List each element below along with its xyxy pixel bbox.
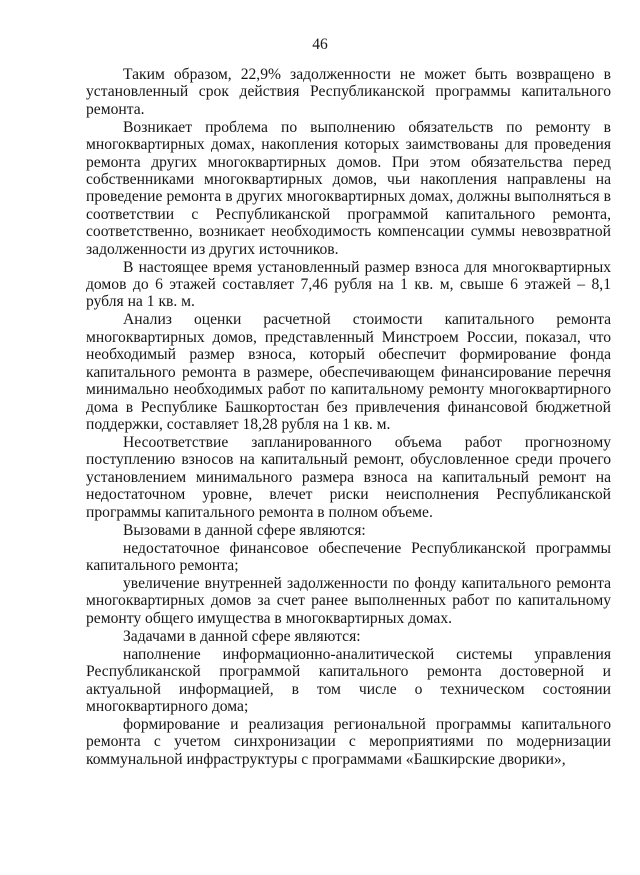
paragraph-cost-analysis: Анализ оценки расчетной стоимости капитального ремонта многоквартирных домов, представленный Минстроем России, показал, что необходимый размер взноса, который обеспечит формирование фонда капитального ремонта в размере, обеспечивающем финансирование перечня минимально необходимых работ по капитальному ремонту многоквартирного дома в Республике Башкортостан без привлечения финансовой бюджетной поддержки, составляет 18,28 рубля на 1 кв. м.	[86, 311, 611, 433]
page-number: 46	[312, 36, 328, 53]
paragraph-repair-obligations: Возникает проблема по выполнению обязательств по ремонту в многоквартирных домах, накопления которых заимствованы для проведения ремонта других многоквартирных домов. При этом обязательства перед собственниками многоквартирных домов, чьи накопления направлены на проведение ремонта в других многоквартирных домах, должны выполняться в соответствии с Республиканской программой капитального ремонта, соответственно, возникает необходимость компенсации суммы невозвратной задолженности из других источников.	[86, 118, 611, 258]
paragraph-tasks-heading: Задачами в данной сфере являются:	[123, 627, 361, 645]
paragraph-challenges-heading: Вызовами в данной сфере являются:	[123, 521, 366, 539]
paragraph-task-regional-program: формирование и реализация региональной программы капитального ремонта с учетом синхронизации с мероприятиями по модернизации коммунальной инфраструктуры с программами «Башкирские дворики»,	[86, 715, 611, 768]
paragraph-challenge-debt-growth: увеличение внутренней задолженности по фонду капитального ремонта многоквартирных домов за счет ранее выполненных работ по капитальному ремонту общего имущества в многоквартирных домах.	[86, 574, 611, 627]
paragraph-task-information-system: наполнение информационно-аналитической системы управления Республиканской программой капитального ремонта достоверной и актуальной информацией, в том числе о техническом состоянии многоквартирного дома;	[86, 645, 611, 715]
paragraph-work-mismatch: Несоответствие запланированного объема работ прогнозному поступлению взносов на капитальный ремонт, обусловленное среди прочего установлением минимального размера взноса на капитальный ремонт на недостаточном уровне, влечет риски неисполнения Республиканской программы капитального ремонта в полном объеме.	[86, 433, 611, 521]
paragraph-debt-summary: Таким образом, 22,9% задолженности не может быть возвращено в установленный срок действия Республиканской программы капитального ремонта.	[86, 66, 611, 118]
paragraph-challenge-funding: недостаточное финансовое обеспечение Республиканской программы капитального ремонта;	[86, 539, 611, 574]
document-body	[86, 66, 611, 768]
paragraph-contribution-size: В настоящее время установленный размер взноса для многоквартирных домов до 6 этажей составляет 7,46 рубля на 1 кв. м, свыше 6 этажей – 8,1 рубля на 1 кв. м.	[86, 258, 611, 311]
